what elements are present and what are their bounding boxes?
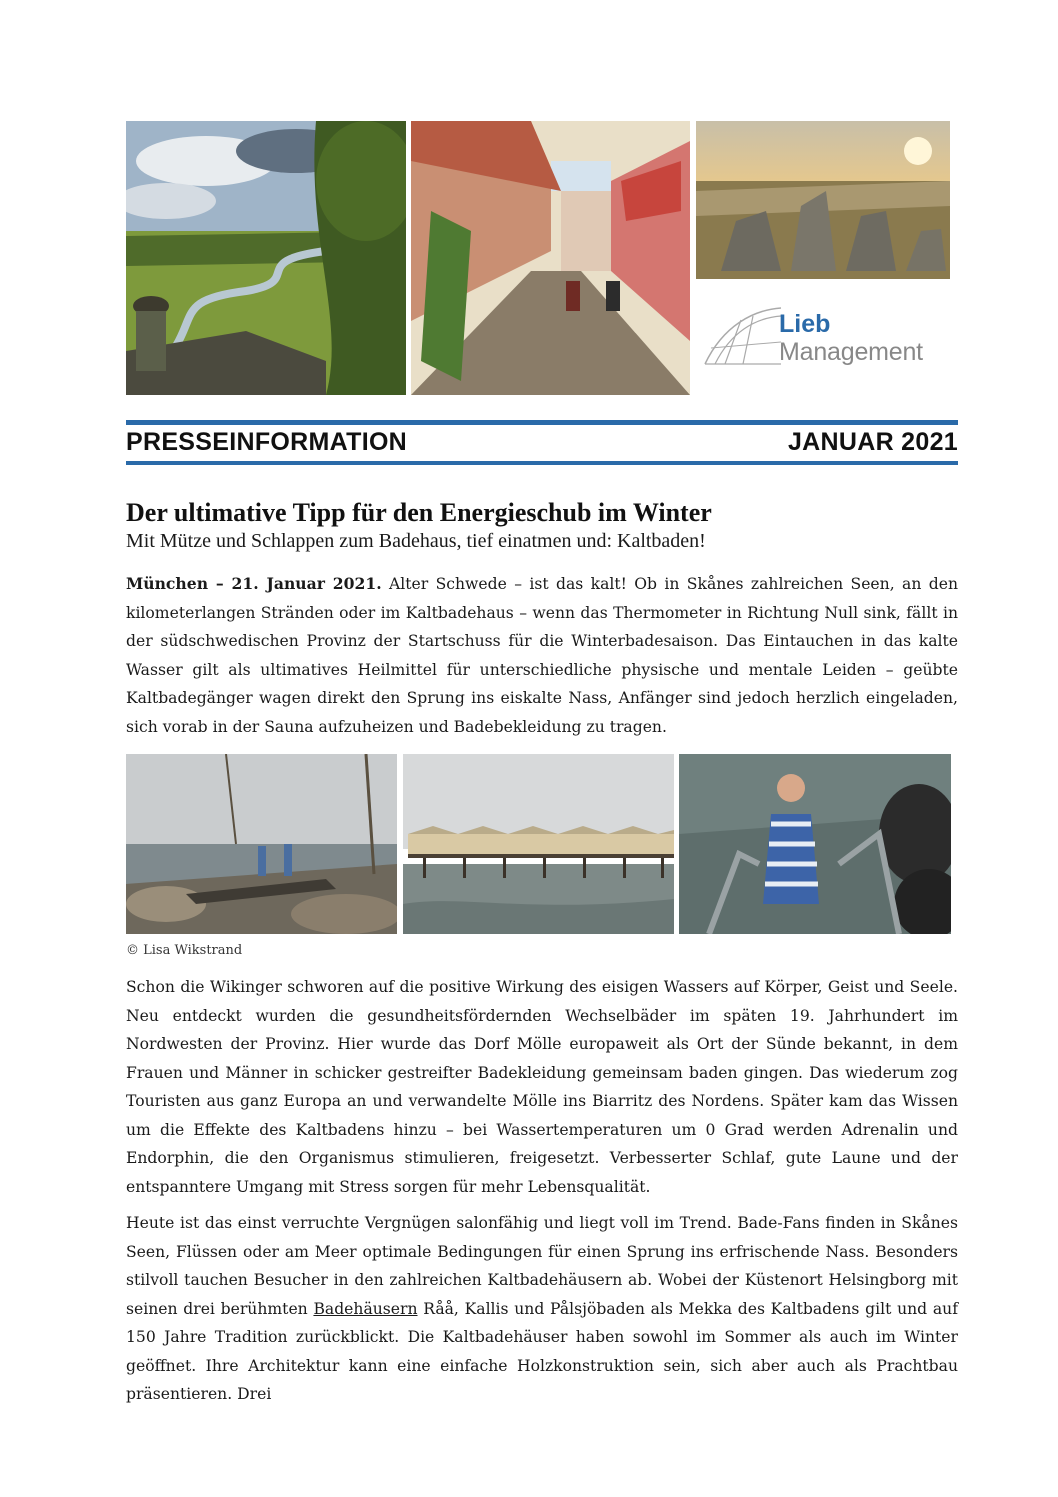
photo-women-on-pier [126,754,397,934]
lead-text: Alter Schwede – ist das kalt! Ob in Skånes zahlreichen Seen, an den kilometerlangen Stränden oder im Kaltbadehaus – wenn das Thermometer in Richtung Null sink, fällt in der südschwedischen Provinz der Startschuss für die Winterbadesaison. Das Eintauchen in das kalte Wasser gilt als ultimatives Heilmittel für unterschiedliche physische und mentale Leiden – geübte Kaltbadegänger wagen direkt den Sprung ins eiskalte Nass, Anfänger sind jedoch herzlich eingeladen, sich vorab in der Sauna aufzuheizen und Badebekleidung zu tragen. [126,575,958,736]
header-rule-bottom [126,461,958,465]
logo-word-lieb: Lieb [779,310,831,338]
article-subtitle: Mit Mütze und Schlappen zum Badehaus, tief einatmen und: Kaltbaden! [126,530,706,552]
photo-town-street [411,121,690,395]
article-title: Der ultimative Tipp für den Energieschub im Winter [126,498,712,527]
photo-standing-stones-sunset [696,121,950,279]
press-header [126,428,958,460]
para3-text-end: Råå, Kallis und Pålsjöbaden als Mekka des Kaltbadens gilt und auf 150 Jahre Tradition zurückblickt. Die Kaltbadehäuser haben sowohl im Sommer als auch im Winter geöffnet. Ihre Architektur kann eine einfache Holzkonstruktion sein, sich aber auch als Prachtbau präsentieren. Drei [126,1299,958,1403]
logo-mark-icon [703,306,783,366]
body-paragraph-3 [126,1209,958,1409]
header-rule-top [126,420,958,425]
photo-credit: © Lisa Wikstrand [126,943,243,958]
dateline: München – 21. Januar 2021. [126,574,382,593]
body-paragraph-2: Schon die Wikinger schworen auf die positive Wirkung des eisigen Wassers auf Körper, Geist und Seele. Neu entdeckt wurden die gesundheitsfördernden Wechselbäder im späten 19. Jahrhundert im Nordwesten der Provinz. Hier wurde das Dorf Mölle europaweit als Ort der Sünde bekannt, in dem Frauen und Männer in schicker gestreifter Badekleidung gemeinsam baden gingen. Das wiederum zog Touristen aus ganz Europa an und verwandelte Mölle ins Biarritz des Nordens. Später kam das Wissen um die Effekte des Kaltbadens hinzu – bei Wassertemperaturen um 0 Grad werden Adrenalin und Endorphin, die den Organismus stimulieren, freigesetzt. Verbesserter Schlaf, gute Laune und der entspanntere Umgang mit Stress sorgen für mehr Lebensqualität. [126,978,958,1196]
badehaeuser-link[interactable]: Badehäusern [313,1299,418,1318]
lead-paragraph [126,570,958,741]
para3-text-start: Heute ist das einst verruchte Vergnügen salonfähig und liegt voll im Trend. Bade-Fans finden in Skånes Seen, Flüssen oder am Meer optimale Bedingungen für einen Sprung ins erfrischende Nass. Besonders stilvoll tauchen Besucher in den zahlreichen Kaltbadehäusern ab. Wobei der Küstenort Helsingborg mit seinen drei berühmten [126,1214,958,1318]
photo-river-landscape [126,121,406,395]
logo-word-management: Management [779,338,923,366]
press-label: PRESSEINFORMATION [126,428,408,456]
photo-bathhouse-on-stilts [403,754,674,934]
photo-woman-in-towel [679,754,951,934]
press-date: JANUAR 2021 [787,428,958,456]
lieb-management-logo [703,300,948,370]
